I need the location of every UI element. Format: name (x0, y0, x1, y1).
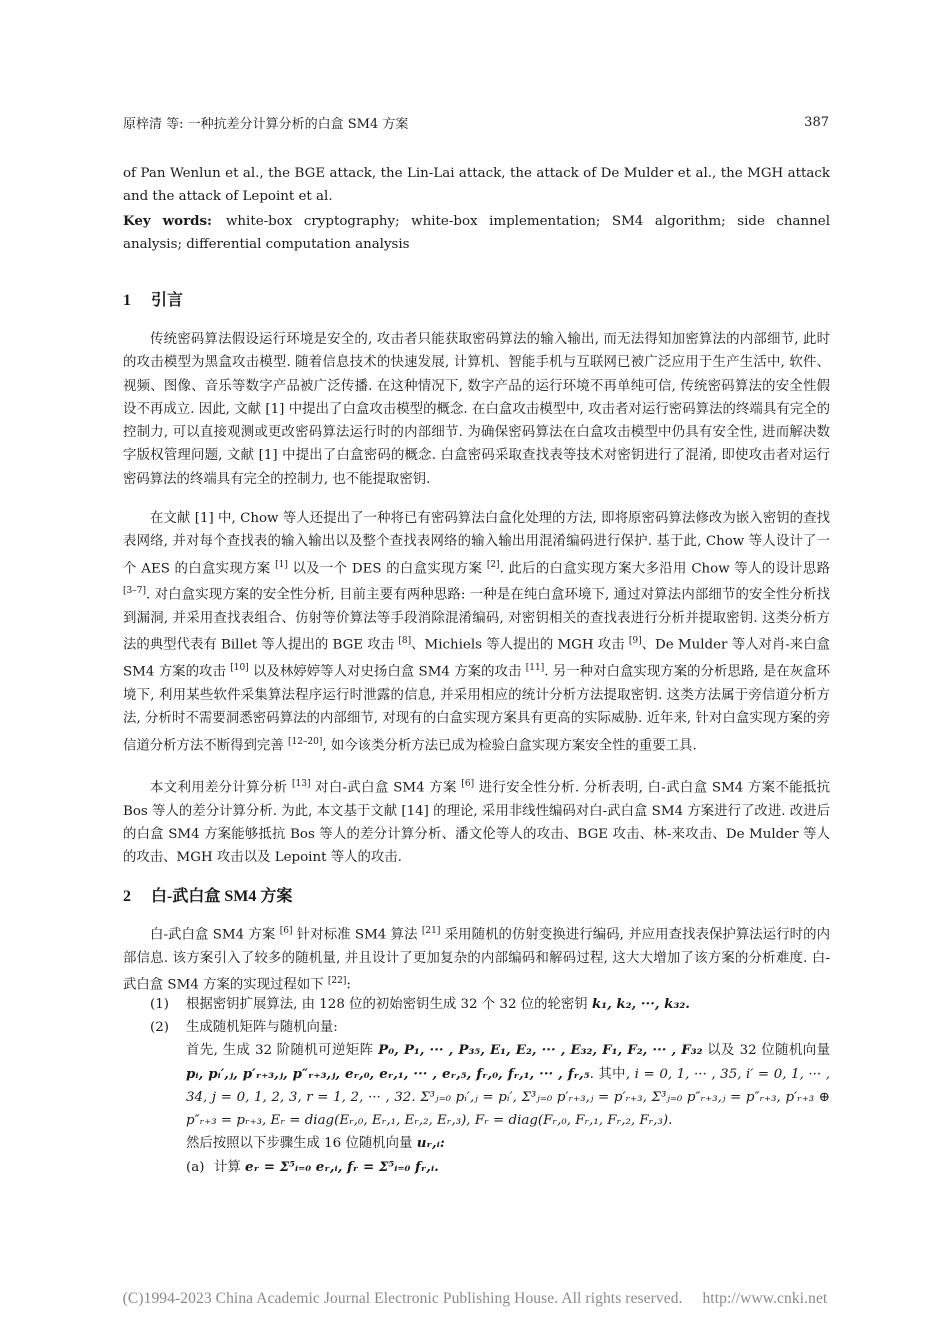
keywords-text: white-box cryptography; white-box implementation; SM4 algorithm; side channel analysis; differential computation analysis (123, 214, 830, 253)
citation: [6] (461, 779, 475, 789)
abstract-tail: of Pan Wenlun et al., the BGE attack, the Lin-Lai attack, the attack of De Mulder et al., the MGH attack and the attack of Lepoint et al. (123, 166, 830, 205)
sub-list-label: (a) (186, 1159, 205, 1175)
text-run: 首先, 生成 32 阶随机可逆矩阵 (186, 1043, 374, 1059)
text-run: 本文利用差分计算分析 (150, 780, 288, 796)
citation: [13] (291, 779, 311, 789)
math-expression: k₁, k₂, ···, k₃₂. (591, 996, 690, 1012)
citation: [21] (421, 926, 441, 936)
section-1-title: 引言 (151, 292, 184, 309)
list-item-2-body (123, 1039, 830, 1132)
text-run: 、De Mulder 等人对肖-来白盒 SM4 方案的攻击 (123, 637, 830, 680)
text-run: . 另一种对白盒实现方案的分析思路, 是在灰盒环境下, 利用某些软件采集算法程序运行时泄露的信息, 并采用相应的统计分析方法提取密钥. 这类方法属于旁信道分析方法, 分析时不需要洞悉密码算法的内部细节, 对现有的白盒实现方案具有更高的实际威胁. 近年来, 针对白盒实现方案的旁信道分析方法不断得到完善 (123, 664, 831, 754)
list-item-2 (123, 1016, 830, 1179)
citation: [9] (628, 636, 642, 647)
section-2-heading (123, 883, 292, 906)
keywords-label: Key words: (123, 213, 212, 229)
section-1-number: 1 (123, 292, 131, 309)
citation: [2] (486, 559, 500, 570)
section-2-paragraph-1 (123, 920, 830, 997)
copyright-footer (0, 1290, 950, 1308)
footer-url[interactable]: http://www.cnki.net (702, 1290, 828, 1307)
list-label: (2) (150, 1020, 169, 1035)
citation: [6] (279, 926, 293, 936)
text-run: . 此后的白盒实现方案大多沿用 Chow 等人的设计思路 (499, 561, 830, 577)
text-run: 进行安全性分析. 分析表明, 白-武白盒 SM4 方案不能抵抗 Bos 等人的差分计算分析. 为此, 本文基于文献 [14] 的理论, 采用非线性编码对白-武白盒 SM4 方案进行了改进. 改进后的白盒 SM4 方案能够抵抗 Bos 等人的差分计算分析、潘文伦等人的攻击、BGE 攻击、林-来攻击、De Mulder 等人的攻击、MGH 攻击以及 Lepoint 等人的攻击. (123, 780, 830, 866)
math-expression: pᵢ, pᵢ′,ⱼ, p′ᵣ₊₃,ⱼ, p″ᵣ₊₃,ⱼ, eᵣ,₀, eᵣ,₁, ··· , eᵣ,₅, fᵣ,₀, fᵣ,₁, ··· , fᵣ,₅ (186, 1065, 590, 1082)
citation: [22] (327, 976, 347, 987)
list-text: 生成随机矩阵与随机向量: (186, 1020, 338, 1035)
copyright-text: (C)1994-2023 China Academic Journal Electronic Publishing House. All rights reserved. (122, 1290, 683, 1307)
running-title: 原梓清 等: 一种抗差分计算分析的白盒 SM4 方案 (123, 116, 409, 132)
citation: [11] (525, 663, 545, 674)
text-run: 、Michiels 等人提出的 MGH 攻击 (411, 637, 625, 653)
intro-paragraph-1: 传统密码算法假设运行环境是安全的, 攻击者只能获取密码算法的输入输出, 而无法得知加密算法的内部细节, 此时的攻击模型为黑盒攻击模型. 随着信息技术的快速发展, 计算机、智能手机与互联网已被广泛应用于生产生活中, 软件、视频、图像、音乐等数字产品被广泛传播. 在这种情况下, 数字产品的运行环境不再单纯可信, 传统密码算法的安全性假设不再成立. 因此, 文献 [1] 中提出了白盒攻击模型的概念. 在白盒攻击模型中, 攻击者对运行密码算法的终端具有完全的控制力, 可以直接观测或更改密码算法运行时的内部细节. 为确保密码算法在白盒攻击模型中仍具有安全性, 进而解决数字版权管理问题, 文献 [1] 中提出了白盒密码的概念. 白盒密码采取查找表等技术对密钥进行了混淆, 即使攻击者对运行密码算法的终端具有完全的控制力, 也不能提取密钥. (123, 332, 830, 487)
intro-paragraph-3 (123, 773, 830, 870)
text-run: 以及一个 DES 的白盒实现方案 (292, 561, 483, 577)
sub-list-item-a (123, 1156, 830, 1179)
running-header (123, 112, 829, 132)
citation: [1] (275, 559, 288, 570)
list-label: (1) (150, 997, 169, 1012)
text-run: : (346, 977, 351, 993)
list-item-1 (123, 993, 830, 1016)
text-run: 在文献 [1] 中, Chow 等人还提出了一种将已有密码算法白盒化处理的方法, 即将原密码算法修改为嵌入密钥的查找表网络, 并对每个查找表的输入输出以及整个查找表网络的输入输出用混淆编码进行保护. 基于此, Chow 等人设计了一个 AES 的白盒实现方案 (123, 511, 830, 577)
citation: [10] (230, 663, 249, 674)
text-run: 白-武白盒 SM4 方案 (150, 927, 276, 943)
text-run: . 其中, (589, 1066, 631, 1082)
section-2-number: 2 (123, 888, 131, 905)
text-run: 采用随机的仿射变换进行编码, 并应用查找表保护算法运行时的内部信息. 该方案引入了较多的随机量, 并且设计了更加复杂的内部编码和解码过程, 这大大增加了该方案的分析难度. 白-武白盒 SM4 方案的实现过程如下 (123, 927, 830, 993)
math-expression: i = 0, 1, ··· , 35, i′ = 0, 1, ··· , 34, j = 0, 1, 2, 3, r = 1, 2, ··· , 32. Σ³ⱼ₌₀ pᵢ′,ⱼ = pᵢ′, Σ³ⱼ₌₀ p′ᵣ₊₃,ⱼ = p′ᵣ₊₃, Σ³ⱼ₌₀ p″ᵣ₊₃,ⱼ = p″ᵣ₊₃, p′ᵣ₊₃ ⊕ p″ᵣ₊₃ = pᵣ₊₃, Eᵣ = diag(Eᵣ,₀, Eᵣ,₁, Eᵣ,₂, Eᵣ,₃), Fᵣ = diag(Fᵣ,₀, Fᵣ,₁, Fᵣ,₂, Fᵣ,₃). (186, 1066, 831, 1129)
section-2-title: 白-武白盒 SM4 方案 (151, 888, 293, 905)
citation: [3–7] (123, 586, 146, 597)
citation: [8] (398, 636, 412, 647)
list-text: 根据密钥扩展算法, 由 128 位的初始密钥生成 32 个 32 位的轮密钥 (186, 997, 588, 1012)
text-run: 计算 (214, 1159, 241, 1175)
text-run: 以及林婷婷等人对史扬白盒 SM4 方案的攻击 (253, 664, 522, 680)
citation: [12–20] (287, 736, 323, 747)
text-run: 对白-武白盒 SM4 方案 (315, 780, 457, 796)
math-expression: uᵣ,ᵢ: (416, 1135, 445, 1152)
page-number: 387 (804, 114, 829, 130)
text-run: 然后按照以下步骤生成 16 位随机向量 (186, 1136, 413, 1152)
text-run: 以及 32 位随机向量 (707, 1043, 830, 1059)
text-run: . 对白盒实现方案的安全性分析, 目前主要有两种思路: 一种是在纯白盒环境下, 通过对算法内部细节的安全性分析找到漏洞, 并采用查找表组合、仿射等价算法等手段消除混淆编码, 对密钥相关的查找表进行分析并提取密钥. 这类分析方法的典型代表有 Billet 等人提出的 BGE 攻击 (123, 587, 830, 653)
section-1-heading (123, 287, 183, 310)
text-run: , 如今该类分析方法已成为检验白盒实现方案安全性的重要工具. (322, 738, 697, 754)
math-expression: eᵣ = Σ⁵ᵢ₌₀ eᵣ,ᵢ, fᵣ = Σ⁵ᵢ₌₀ fᵣ,ᵢ. (245, 1158, 439, 1175)
keywords (123, 210, 830, 256)
intro-paragraph-2 (123, 507, 830, 757)
text-run: 针对标准 SM4 算法 (296, 927, 418, 943)
list-item-2-body-2 (123, 1132, 830, 1155)
math-expression: P₀, P₁, ··· , P₃₅, E₁, E₂, ··· , E₃₂, F₁, F₂, ··· , F₃₂ (378, 1042, 703, 1059)
